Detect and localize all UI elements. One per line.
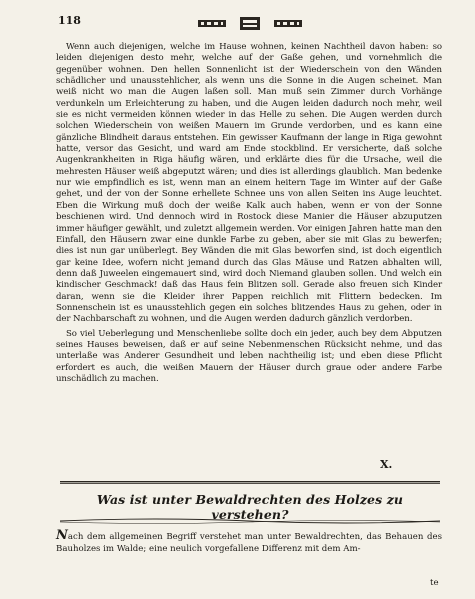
section-intro-text: ach dem allgemeinen Begriff verstehet man unter Bewaldrechten, das Behauen des Bauholzes im Walde; eine neulich vorgefallene Differenz mit dem Am- (56, 532, 442, 554)
drop-cap: N (56, 528, 68, 543)
section-heading: Was ist unter Bewaldrechten des Holzes zu verstehen? (96, 492, 404, 522)
article-body (56, 42, 442, 385)
article-paragraph-1: Wenn auch diejenigen, welche im Hause wohnen, keinen Nachtheil davon haben: so leiden diejenigen desto mehr, welche auf der Gaße gehen, und vornehmlich die gegenüber wohnen. Den hellen Sonnenlicht ist der Wiederschein von den Wänden schädlicher und unausstehlicher, als wenn uns die Sonne in die Augen scheinet. Man weiß nicht wo man die Augen laßen soll. Man muß sein Zimmer durch Vorhänge verdunkeln um Erleichterung zu haben, und die Augen leiden dadurch noch mehr, weil sie es nicht vermeiden können wieder in das Helle zu sehen. Die Augen werden durch solchen Wiederschein von weißen Mauern im Grunde verdorben, und es kann eine gänzliche Blindheit daraus entstehen. Ein gewisser Kaufmann der lange in Riga gewohnt hatte, versor das Gesicht, und ward am Ende stockblind. Er versicherte, daß solche Augenkrankheiten in Riga häufig wären, und erklärte dies für die Ursache, weil die mehresten Häuser weiß abgeputzt wären; und dies ist allerdings glaublich. Man bedenke nur wie empfindlich es ist, wenn man an einem heitern Tage im Winter auf der Gaße gehet, und der von der Sonne erhellete Schnee uns von allen Seiten ins Auge leuchtet. Eben die Wirkung muß doch der weiße Kalk auch haben, wenn er von der Sonne beschienen wird. Und dennoch wird in Rostock diese Manier die Häuser abzuputzen immer häufiger gewählt, und zuletzt allgemein werden. Vor einigen Jahren hatte man den Einfall, den Häusern zwar eine dunkle Farbe zu geben, aber sie mit Glas zu bewerfen; dies ist nun gar unüberlegt. Bey Wänden die mit Glas beworfen sind, ist doch eigentlich gar keine Idee, wofern nicht jemand durch das Glas Mäuse und Ratzen abhalten will, denn daß Juweelen eingemauert sind, wird doch Niemand glauben sollen. Und welch ein kindischer Geschmack! daß das Haus fein Blitzen soll. Gerade also freuen sich Kinder daran, wenn sie die Kleider ihrer Pappen reichlich mit Flittern bedecken. Im Sonnenschein ist es unausstehlich gegen ein solches blitzendes Haus zu gehen, oder in der Nachbarschaft zu wohnen, und die Augen werden dadurch gänzlich verdorben. (56, 42, 442, 325)
section-intro (56, 530, 442, 555)
article-paragraph-2: So viel Ueberlegung und Menschenliebe sollte doch ein jeder, auch bey dem Abputzen seines Hauses beweisen, daß er auf seine Nebenmenschen Rücksicht nehme, und das unterlaße was Anderer Gesundheit und leben nachtheilig ist; und eben diese Pflicht erfordert es auch, die weißen Mauern der Häuser durch graue oder andere Farbe unschädlich zu machen. (56, 328, 442, 384)
article-signature: X. (380, 458, 393, 471)
page-header (58, 14, 435, 34)
section-divider (60, 481, 440, 484)
catchword: te (430, 578, 439, 588)
header-ornament-icon (196, 16, 306, 30)
heading-underline-ornament (60, 517, 440, 525)
page-number: 118 (58, 14, 81, 27)
